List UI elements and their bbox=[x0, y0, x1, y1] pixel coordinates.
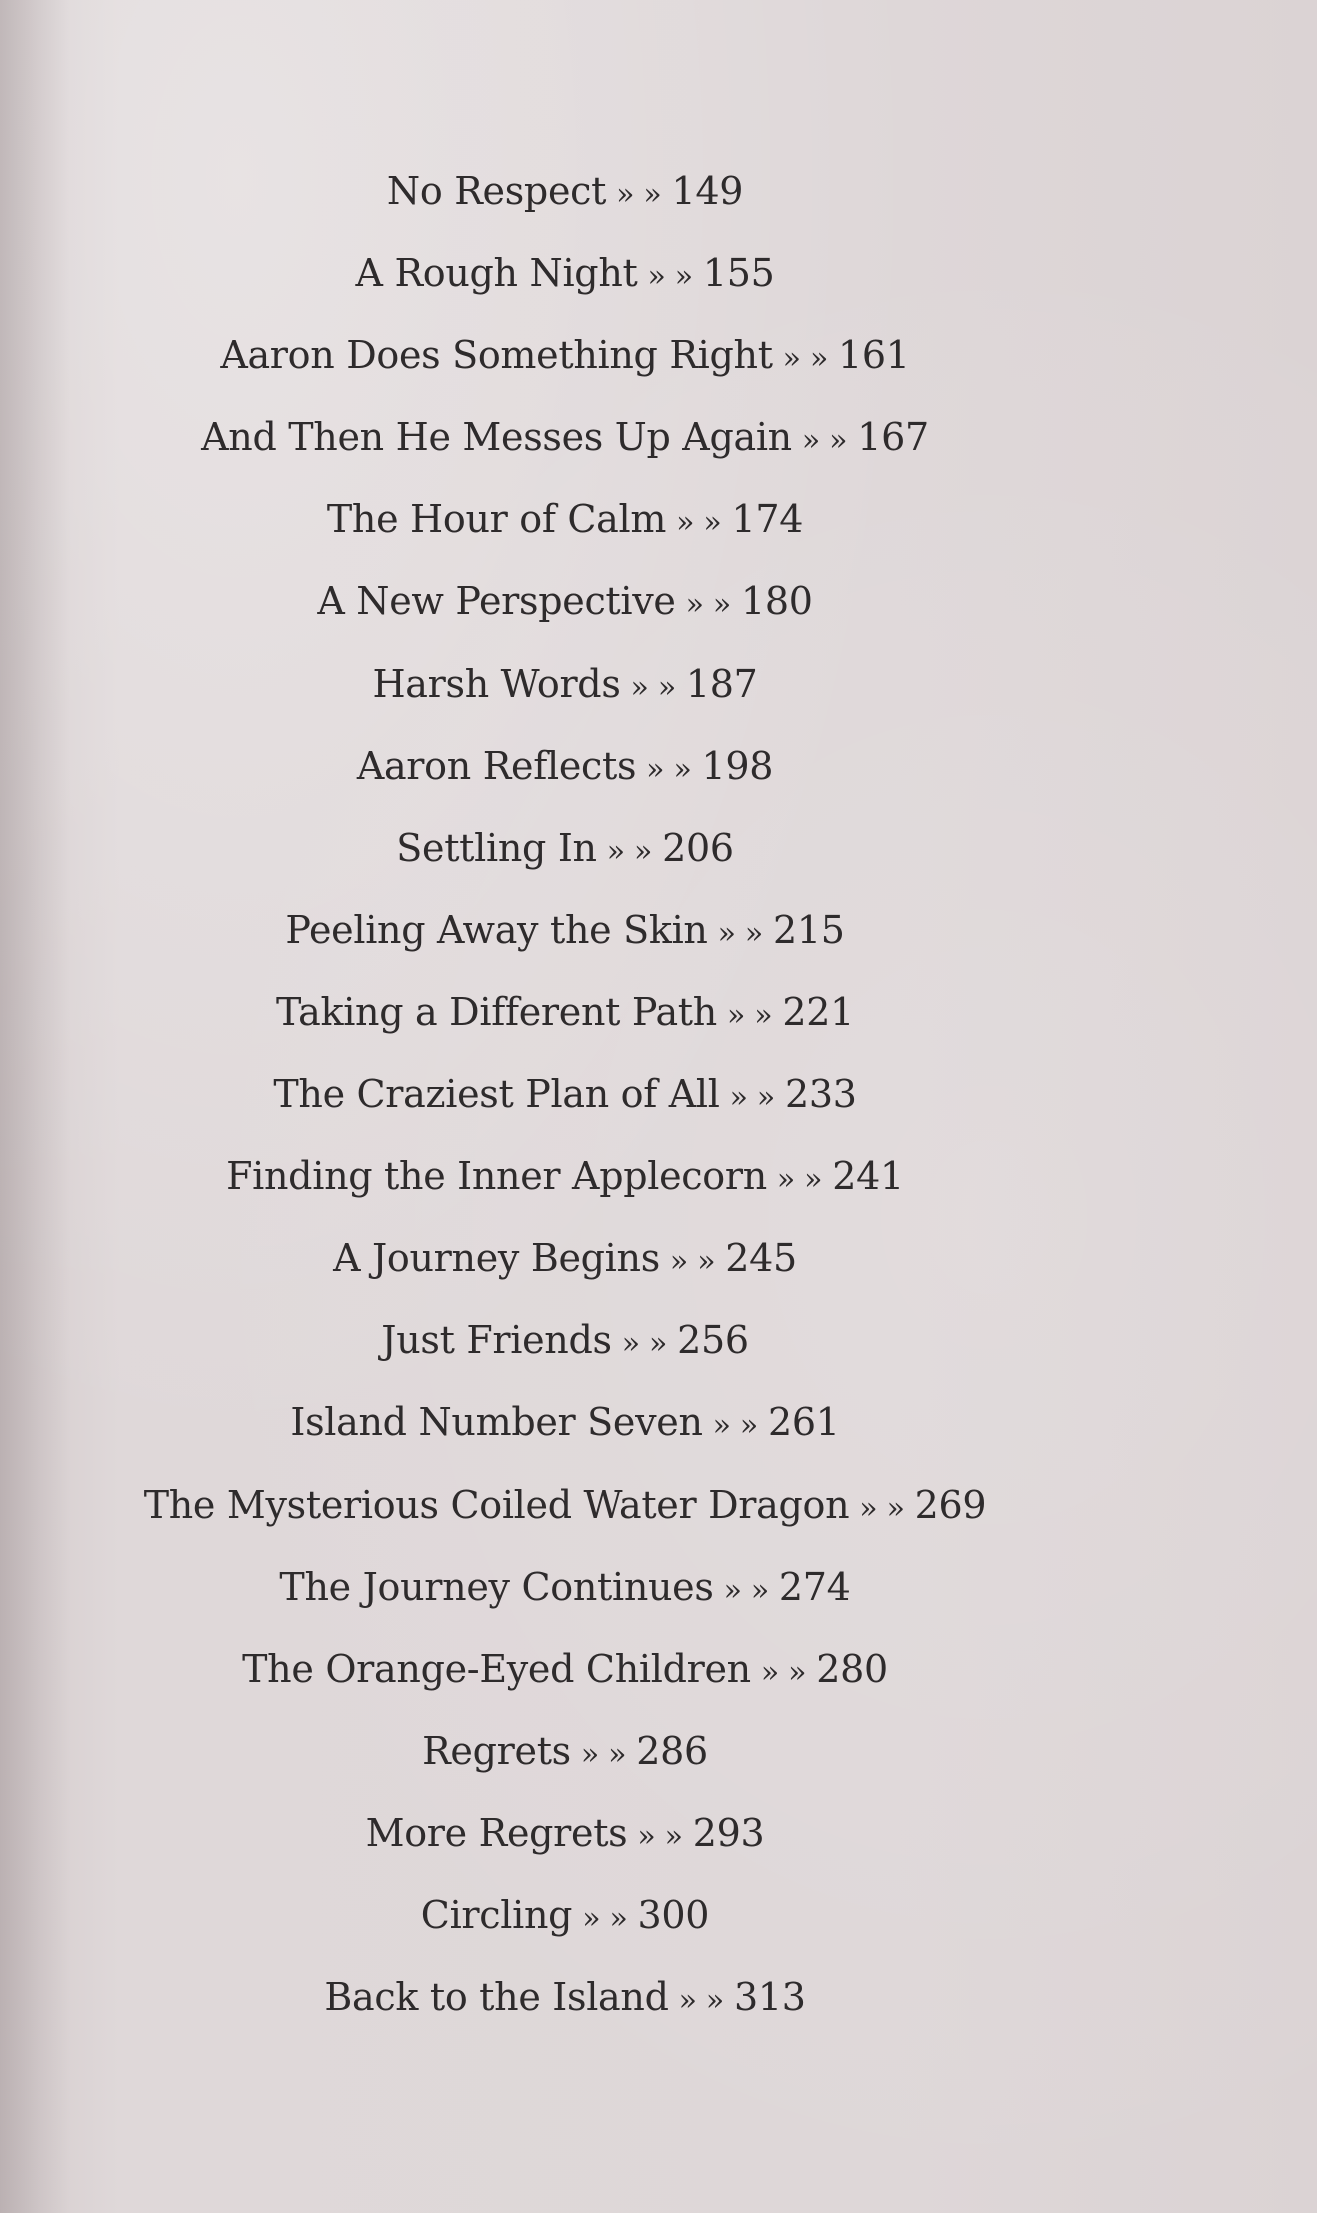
toc-entry bbox=[0, 1792, 1130, 1874]
toc-entry-page-number: 221 bbox=[782, 989, 854, 1034]
toc-entry-page-number: 261 bbox=[767, 1400, 840, 1445]
toc-entry-page-number: 280 bbox=[816, 1646, 888, 1691]
toc-entry-separator: » » bbox=[678, 1983, 724, 2019]
toc-entry-separator: » » bbox=[782, 341, 829, 377]
toc-entry-page-number: 215 bbox=[772, 907, 845, 952]
toc-entry-title: No Respect bbox=[386, 169, 607, 213]
toc-entry-title: The Mysterious Coiled Water Dragon bbox=[143, 1482, 850, 1527]
toc-entry-page-number: 286 bbox=[636, 1728, 708, 1773]
toc-entry-separator: » » bbox=[729, 1080, 775, 1116]
toc-entry bbox=[0, 478, 1130, 560]
toc-entry-separator: » » bbox=[621, 1326, 668, 1362]
toc-entry bbox=[0, 1546, 1130, 1628]
toc-entry bbox=[0, 1628, 1130, 1710]
toc-entry-title: Finding the Inner Applecorn bbox=[226, 1154, 767, 1199]
toc-entry bbox=[0, 1299, 1130, 1381]
toc-entry-page-number: 167 bbox=[857, 415, 929, 460]
toc-entry-separator: » » bbox=[859, 1490, 905, 1526]
toc-entry-page-number: 155 bbox=[702, 251, 775, 296]
toc-entry-separator: » » bbox=[801, 423, 848, 459]
toc-entry-page-number: 241 bbox=[832, 1154, 904, 1199]
toc-entry bbox=[0, 643, 1130, 725]
toc-entry-page-number: 206 bbox=[662, 825, 734, 870]
toc-entry-title: A Rough Night bbox=[355, 251, 638, 296]
toc-entry-title: Settling In bbox=[396, 825, 597, 870]
toc-entry-separator: » » bbox=[606, 833, 653, 869]
toc-entry bbox=[0, 807, 1130, 889]
toc-entry bbox=[0, 1217, 1130, 1299]
toc-entry bbox=[0, 396, 1130, 478]
toc-entry-page-number: 245 bbox=[725, 1236, 797, 1281]
toc-entry-separator: » » bbox=[630, 669, 676, 705]
toc-entry-separator: » » bbox=[582, 1900, 628, 1936]
toc-entry-title: Just Friends bbox=[381, 1318, 612, 1363]
toc-entry-title: And Then He Messes Up Again bbox=[201, 415, 792, 460]
toc-entry-page-number: 174 bbox=[731, 497, 804, 542]
toc-entry-title: Aaron Does Something Right bbox=[220, 333, 773, 378]
toc-entry bbox=[0, 1956, 1130, 2038]
toc-entry-page-number: 269 bbox=[914, 1482, 987, 1527]
toc-entry-separator: » » bbox=[646, 751, 692, 787]
toc-entry bbox=[0, 971, 1130, 1053]
toc-entry-title: The Orange-Eyed Children bbox=[242, 1646, 751, 1691]
toc-entry-title: Peeling Away the Skin bbox=[285, 907, 708, 952]
toc-entry bbox=[0, 1464, 1130, 1546]
toc-entry-title: The Hour of Calm bbox=[326, 497, 667, 542]
toc-entry-title: More Regrets bbox=[365, 1810, 628, 1855]
toc-entry-page-number: 161 bbox=[838, 333, 910, 378]
toc-entry bbox=[0, 1053, 1130, 1135]
toc-entry-separator: » » bbox=[676, 505, 722, 541]
table-of-contents bbox=[0, 150, 1130, 2038]
toc-entry-title: Circling bbox=[420, 1892, 573, 1937]
toc-entry-page-number: 274 bbox=[778, 1564, 851, 1609]
toc-entry-separator: » » bbox=[647, 259, 693, 295]
toc-entry-separator: » » bbox=[776, 1162, 823, 1198]
toc-entry-title: The Journey Continues bbox=[279, 1564, 714, 1609]
toc-entry-separator: » » bbox=[712, 1408, 758, 1444]
toc-entry bbox=[0, 725, 1130, 807]
toc-entry-separator: » » bbox=[726, 997, 773, 1033]
toc-entry-title: Harsh Words bbox=[372, 661, 621, 706]
toc-entry-page-number: 180 bbox=[740, 579, 813, 624]
toc-entry-separator: » » bbox=[685, 587, 731, 623]
toc-entry-separator: » » bbox=[580, 1736, 627, 1772]
toc-entry-title: The Craziest Plan of All bbox=[273, 1072, 720, 1117]
toc-entry bbox=[0, 560, 1130, 642]
toc-entry bbox=[0, 232, 1130, 314]
toc-entry bbox=[0, 1381, 1130, 1463]
toc-entry-title: Island Number Seven bbox=[290, 1400, 703, 1445]
toc-entry bbox=[0, 889, 1130, 971]
toc-entry-separator: » » bbox=[723, 1572, 769, 1608]
toc-entry-page-number: 149 bbox=[671, 169, 744, 213]
toc-entry bbox=[0, 314, 1130, 396]
toc-entry-separator: » » bbox=[616, 177, 662, 212]
toc-entry-separator: » » bbox=[760, 1654, 807, 1690]
toc-entry-page-number: 300 bbox=[637, 1892, 710, 1937]
toc-entry-title: Taking a Different Path bbox=[276, 989, 717, 1034]
toc-entry-title: A New Perspective bbox=[317, 579, 676, 624]
toc-entry-page-number: 256 bbox=[677, 1318, 749, 1363]
toc-entry-separator: » » bbox=[717, 915, 763, 951]
toc-entry-title: Aaron Reflects bbox=[356, 743, 637, 788]
toc-entry-separator: » » bbox=[637, 1818, 683, 1854]
toc-entry-page-number: 313 bbox=[733, 1975, 806, 2020]
toc-entry-page-number: 293 bbox=[692, 1810, 765, 1855]
toc-entry bbox=[0, 1135, 1130, 1217]
toc-entry-page-number: 198 bbox=[701, 743, 774, 788]
toc-entry bbox=[0, 1710, 1130, 1792]
toc-entry bbox=[0, 150, 1130, 232]
toc-entry-title: Regrets bbox=[422, 1728, 571, 1773]
toc-entry-page-number: 233 bbox=[785, 1072, 857, 1117]
toc-entry-title: A Journey Begins bbox=[333, 1236, 660, 1281]
toc-entry bbox=[0, 1874, 1130, 1956]
toc-entry-title: Back to the Island bbox=[324, 1975, 669, 2020]
toc-entry-page-number: 187 bbox=[685, 661, 758, 706]
toc-entry-separator: » » bbox=[669, 1244, 716, 1280]
